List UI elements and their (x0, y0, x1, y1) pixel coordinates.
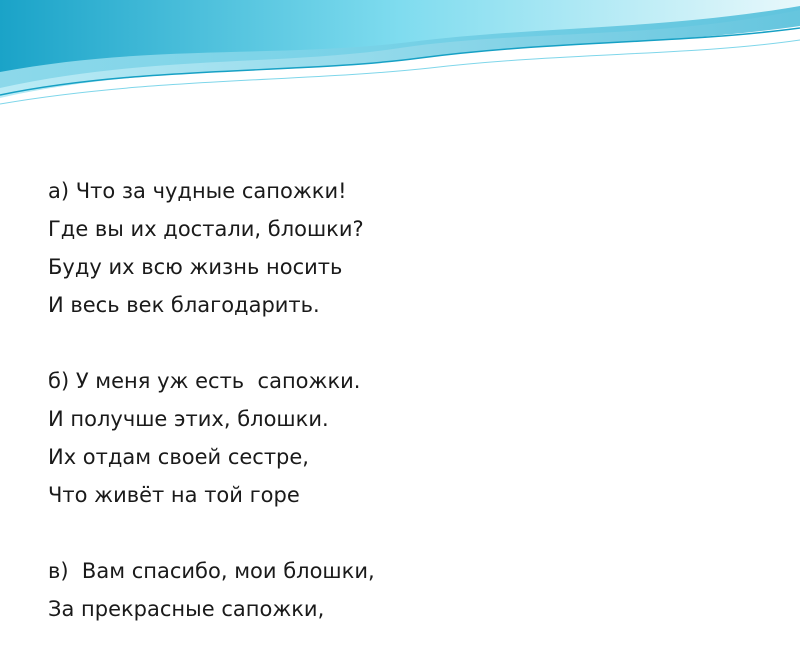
poem-line: Их отдам своей сестре, (48, 445, 309, 469)
poem-line: Буду их всю жизнь носить (48, 255, 343, 279)
stanza-b (48, 362, 768, 514)
poem-line: И весь век благодарить. (48, 293, 320, 317)
stanza-c (48, 552, 768, 628)
poem-line: За прекрасные сапожки, (48, 597, 325, 621)
poem-body (48, 172, 768, 666)
poem-line: Что живёт на той горе (48, 483, 300, 507)
poem-line: б) У меня уж есть сапожки. (48, 369, 361, 393)
poem-line: в) Вам спасибо, мои блошки, (48, 559, 375, 583)
header-wave-decoration (0, 0, 800, 110)
poem-line: Где вы их достали, блошки? (48, 217, 364, 241)
poem-line: а) Что за чудные сапожки! (48, 179, 347, 203)
stanza-a (48, 172, 768, 324)
poem-line: И получше этих, блошки. (48, 407, 329, 431)
